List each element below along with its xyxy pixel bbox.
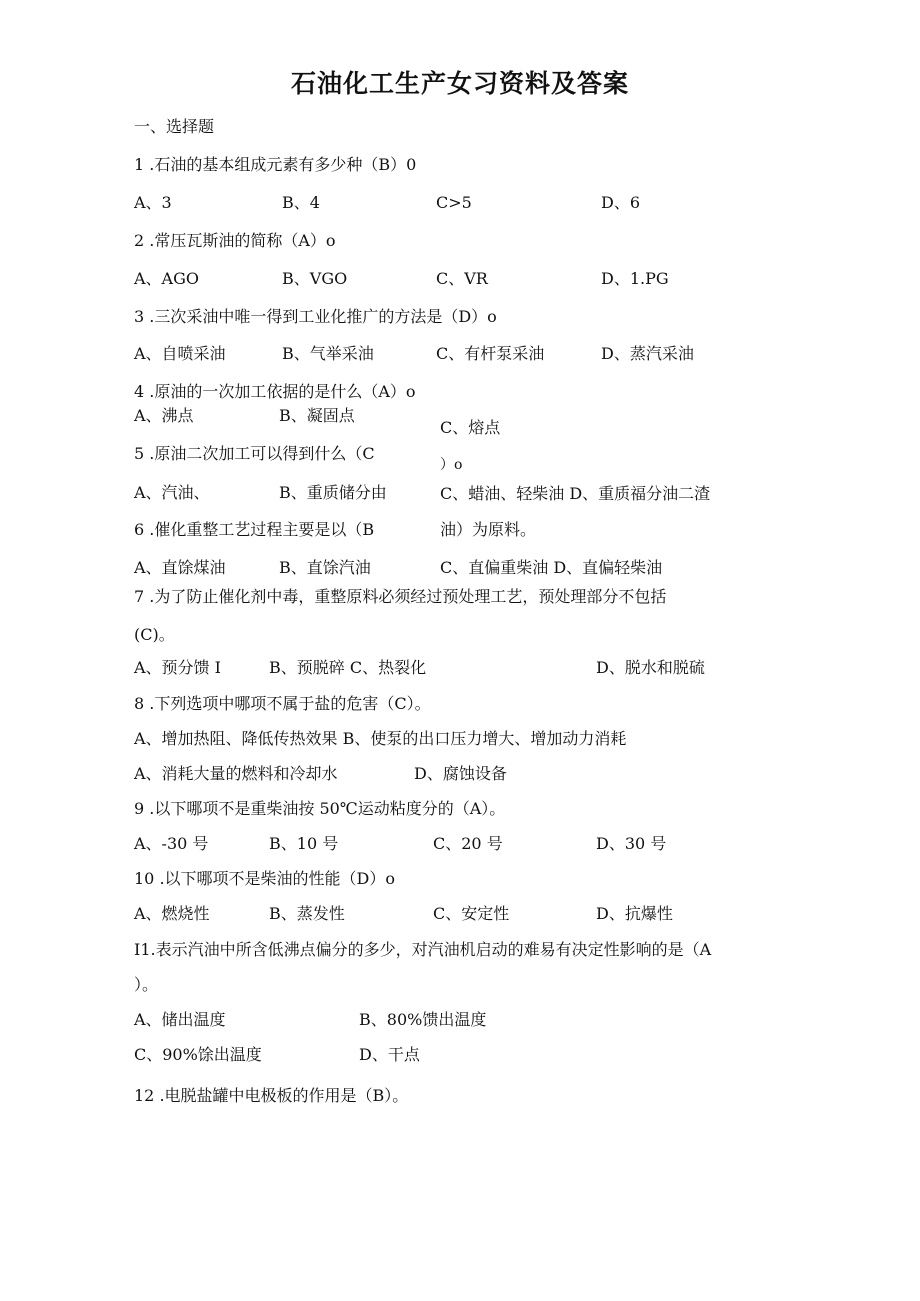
option-3b: B、气举采油 — [282, 344, 374, 363]
section-heading: 一、选择题 — [134, 117, 215, 136]
option-1d: D、6 — [601, 193, 641, 212]
option-6c: C、直偏重柴油 D、直偏轻柴油 — [440, 558, 663, 577]
option-5c: C、蜡油、轻柴油 D、重质福分油二渣 — [440, 484, 711, 503]
option-7b: B、预脱碎 C、热裂化 — [269, 658, 427, 677]
option-2b: B、VGO — [282, 269, 348, 288]
question-5-tail: ）o — [440, 457, 463, 473]
question-11-cont: ）。 — [134, 975, 159, 994]
option-5b: B、重质储分由 — [279, 483, 387, 502]
option-1a: A、3 — [134, 193, 172, 212]
option-6b: B、直馀汽油 — [279, 558, 371, 577]
option-7d: D、脱水和脱硫 — [596, 658, 705, 677]
option-2d: D、1.PG — [601, 269, 669, 288]
option-10a: A、燃烧性 — [134, 904, 210, 923]
option-9c: C、20 号 — [433, 834, 503, 853]
question-9: 9 .以下哪项不是重柴油按 50℃运动粘度分的（A）。 — [134, 799, 506, 818]
option-9b: B、10 号 — [269, 834, 339, 853]
option-1c: C>5 — [436, 193, 472, 212]
option-4b: B、凝固点 — [279, 406, 355, 425]
option-11c: C、90%馀出温度 — [134, 1045, 262, 1064]
question-7: 7 .为了防止催化剂中毒，重整原料必须经过预处理工艺，预处理部分不包括 — [134, 587, 667, 606]
option-8ab: A、增加热阻、降低传热效果 B、使泵的出口压力增大、增加动力消耗 — [134, 729, 627, 748]
option-2a: A、AGO — [134, 269, 200, 288]
option-3c: C、有杆泵采油 — [436, 344, 545, 363]
question-3: 3 .三次采油中唯一得到工业化推广的方法是（D）o — [134, 307, 497, 326]
question-1: 1 .石油的基本组成元素有多少种（B）0 — [134, 155, 417, 174]
option-8c: A、消耗大量的燃料和冷却水 — [134, 764, 338, 783]
question-6-tail: 油）为原料。 — [440, 520, 537, 539]
option-11b: B、80%馈出温度 — [359, 1010, 487, 1029]
option-3a: A、自喷采油 — [134, 344, 226, 363]
question-7-cont: (C)。 — [134, 625, 175, 644]
option-6a: A、直馀煤油 — [134, 558, 226, 577]
question-5: 5 .原油二次加工可以得到什么（C — [134, 444, 375, 463]
option-9a: A、-30 号 — [134, 834, 209, 853]
option-5a: A、汽油、 — [134, 483, 210, 502]
option-1b: B、4 — [282, 193, 320, 212]
option-3d: D、蒸汽采油 — [601, 344, 694, 363]
option-7a: A、预分馈 I — [134, 658, 221, 677]
question-10: 10 .以下哪项不是柴油的性能（D）o — [134, 869, 395, 888]
option-10c: C、安定性 — [433, 904, 510, 923]
option-9d: D、30 号 — [596, 834, 667, 853]
option-11a: A、储出温度 — [134, 1010, 226, 1029]
question-6: 6 .催化重整工艺过程主要是以（B — [134, 520, 375, 539]
question-12: 12 .电脱盐罐中电极板的作用是（B）。 — [134, 1086, 409, 1105]
question-8: 8 .下列选项中哪项不属于盐的危害（C）。 — [134, 694, 431, 713]
option-4a: A、沸点 — [134, 406, 194, 425]
option-10d: D、抗爆性 — [596, 904, 673, 923]
option-10b: B、蒸发性 — [269, 904, 345, 923]
question-4: 4 .原油的一次加工依据的是什么（A）o — [134, 382, 416, 401]
option-4c: C、熔点 — [440, 418, 501, 437]
option-2c: C、VR — [436, 269, 488, 288]
page-title: 石油化工生产女习资料及答案 — [290, 69, 629, 98]
option-11d: D、干点 — [359, 1045, 420, 1064]
question-11: I1.表示汽油中所含低沸点偏分的多少，对汽油机启动的难易有决定性影响的是（A — [134, 940, 712, 959]
question-2: 2 .常压瓦斯油的简称（A）o — [134, 231, 336, 250]
option-8d: D、腐蚀设备 — [414, 764, 507, 783]
